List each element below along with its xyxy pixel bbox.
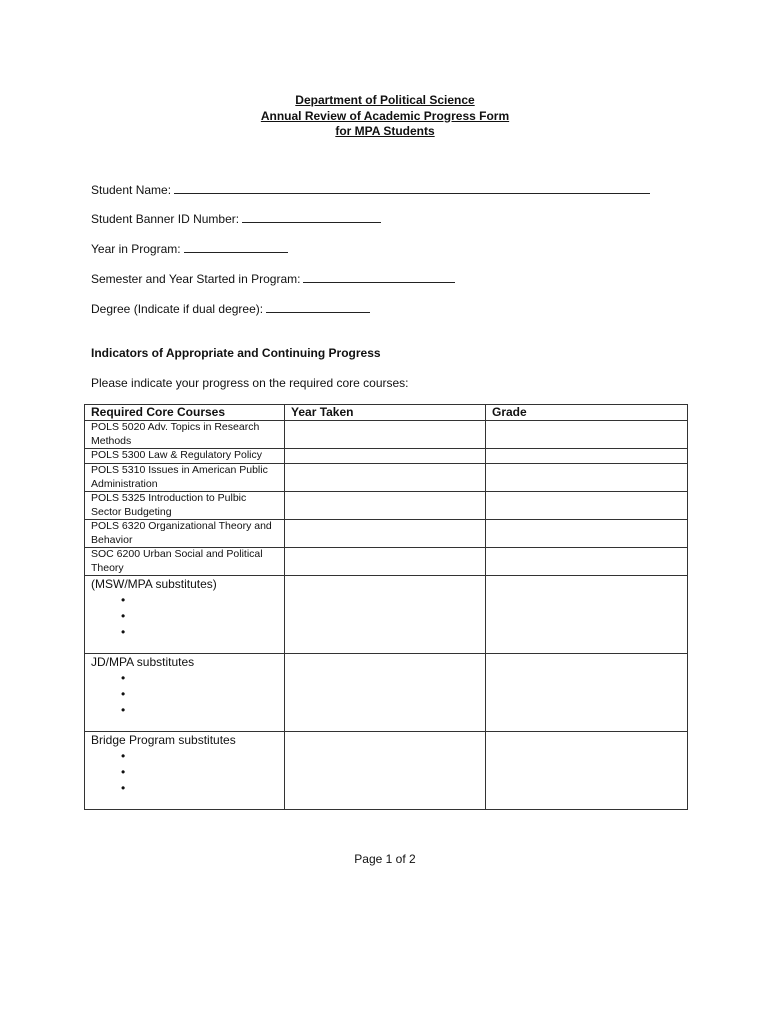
header-year-taken: Year Taken — [285, 405, 486, 421]
semester-started-line[interactable] — [303, 273, 455, 283]
year-taken-cell[interactable] — [285, 492, 486, 520]
student-name-label: Student Name: — [91, 183, 172, 197]
student-name-line[interactable] — [174, 184, 650, 194]
course-name: POLS 5310 Issues in American Public Administration — [85, 464, 285, 492]
degree-field — [91, 302, 370, 316]
grade-cell[interactable] — [486, 520, 688, 548]
course-name: SOC 6200 Urban Social and Political Theory — [85, 548, 285, 576]
banner-id-field — [91, 212, 381, 226]
section-heading: Indicators of Appropriate and Continuing Progress — [91, 346, 381, 360]
course-name: POLS 5325 Introduction to Pulbic Sector Budgeting — [85, 492, 285, 520]
year-taken-cell[interactable] — [285, 464, 486, 492]
year-taken-cell[interactable] — [285, 732, 486, 810]
msw-mpa-substitutes-label: (MSW/MPA substitutes) — [91, 577, 217, 591]
department-title: Department of Political Science — [295, 93, 475, 107]
page-number: Page 1 of 2 — [354, 852, 416, 866]
table-row — [85, 548, 688, 576]
table-row — [85, 654, 688, 732]
year-taken-cell[interactable] — [285, 654, 486, 732]
bullet-item[interactable] — [121, 748, 278, 764]
bridge-program-substitutes-label: Bridge Program substitutes — [91, 733, 236, 747]
bullet-item[interactable] — [121, 686, 278, 702]
course-name: POLS 5020 Adv. Topics in Research Methods — [85, 421, 285, 449]
form-audience: for MPA Students — [335, 124, 435, 138]
table-header-row — [85, 405, 688, 421]
bullet-item[interactable] — [121, 670, 278, 686]
grade-cell[interactable] — [486, 421, 688, 449]
semester-started-field — [91, 272, 455, 286]
semester-started-label: Semester and Year Started in Program: — [91, 272, 301, 286]
grade-cell[interactable] — [486, 464, 688, 492]
student-name-field — [91, 183, 650, 197]
grade-cell[interactable] — [486, 492, 688, 520]
table-row — [85, 421, 688, 449]
year-taken-cell[interactable] — [285, 449, 486, 464]
year-taken-cell[interactable] — [285, 520, 486, 548]
year-taken-cell[interactable] — [285, 421, 486, 449]
degree-label: Degree (Indicate if dual degree): — [91, 302, 264, 316]
bullet-item[interactable] — [121, 780, 278, 796]
form-name: Annual Review of Academic Progress Form — [260, 108, 510, 123]
substitutes-bullet-list — [91, 670, 278, 718]
table-row — [85, 464, 688, 492]
year-taken-cell[interactable] — [285, 548, 486, 576]
grade-cell[interactable] — [486, 548, 688, 576]
jd-mpa-substitutes-label: JD/MPA substitutes — [91, 655, 195, 669]
substitutes-cell — [85, 732, 285, 810]
bullet-item[interactable] — [121, 702, 278, 718]
substitutes-bullet-list — [91, 592, 278, 640]
year-in-program-line[interactable] — [184, 243, 288, 253]
table-row — [85, 492, 688, 520]
banner-id-line[interactable] — [242, 213, 381, 223]
year-taken-cell[interactable] — [285, 576, 486, 654]
table-row — [85, 520, 688, 548]
course-name: POLS 5300 Law & Regulatory Policy — [85, 449, 285, 464]
grade-cell[interactable] — [486, 449, 688, 464]
bullet-item[interactable] — [121, 608, 278, 624]
form-title — [0, 93, 770, 140]
course-name: POLS 6320 Organizational Theory and Behavior — [85, 520, 285, 548]
bullet-item[interactable] — [121, 764, 278, 780]
bullet-item[interactable] — [121, 592, 278, 608]
banner-id-label: Student Banner ID Number: — [91, 212, 240, 226]
substitutes-cell — [85, 654, 285, 732]
substitutes-bullet-list — [91, 748, 278, 796]
grade-cell[interactable] — [486, 654, 688, 732]
grade-cell[interactable] — [486, 576, 688, 654]
table-row — [85, 732, 688, 810]
year-in-program-label: Year in Program: — [91, 242, 181, 256]
core-courses-table — [84, 404, 688, 810]
grade-cell[interactable] — [486, 732, 688, 810]
header-grade: Grade — [486, 405, 688, 421]
year-in-program-field — [91, 242, 288, 256]
degree-line[interactable] — [266, 303, 370, 313]
table-row — [85, 449, 688, 464]
instruction-text: Please indicate your progress on the required core courses: — [91, 376, 409, 390]
bullet-item[interactable] — [121, 624, 278, 640]
header-required-core-courses: Required Core Courses — [85, 405, 285, 421]
substitutes-cell — [85, 576, 285, 654]
table-row — [85, 576, 688, 654]
